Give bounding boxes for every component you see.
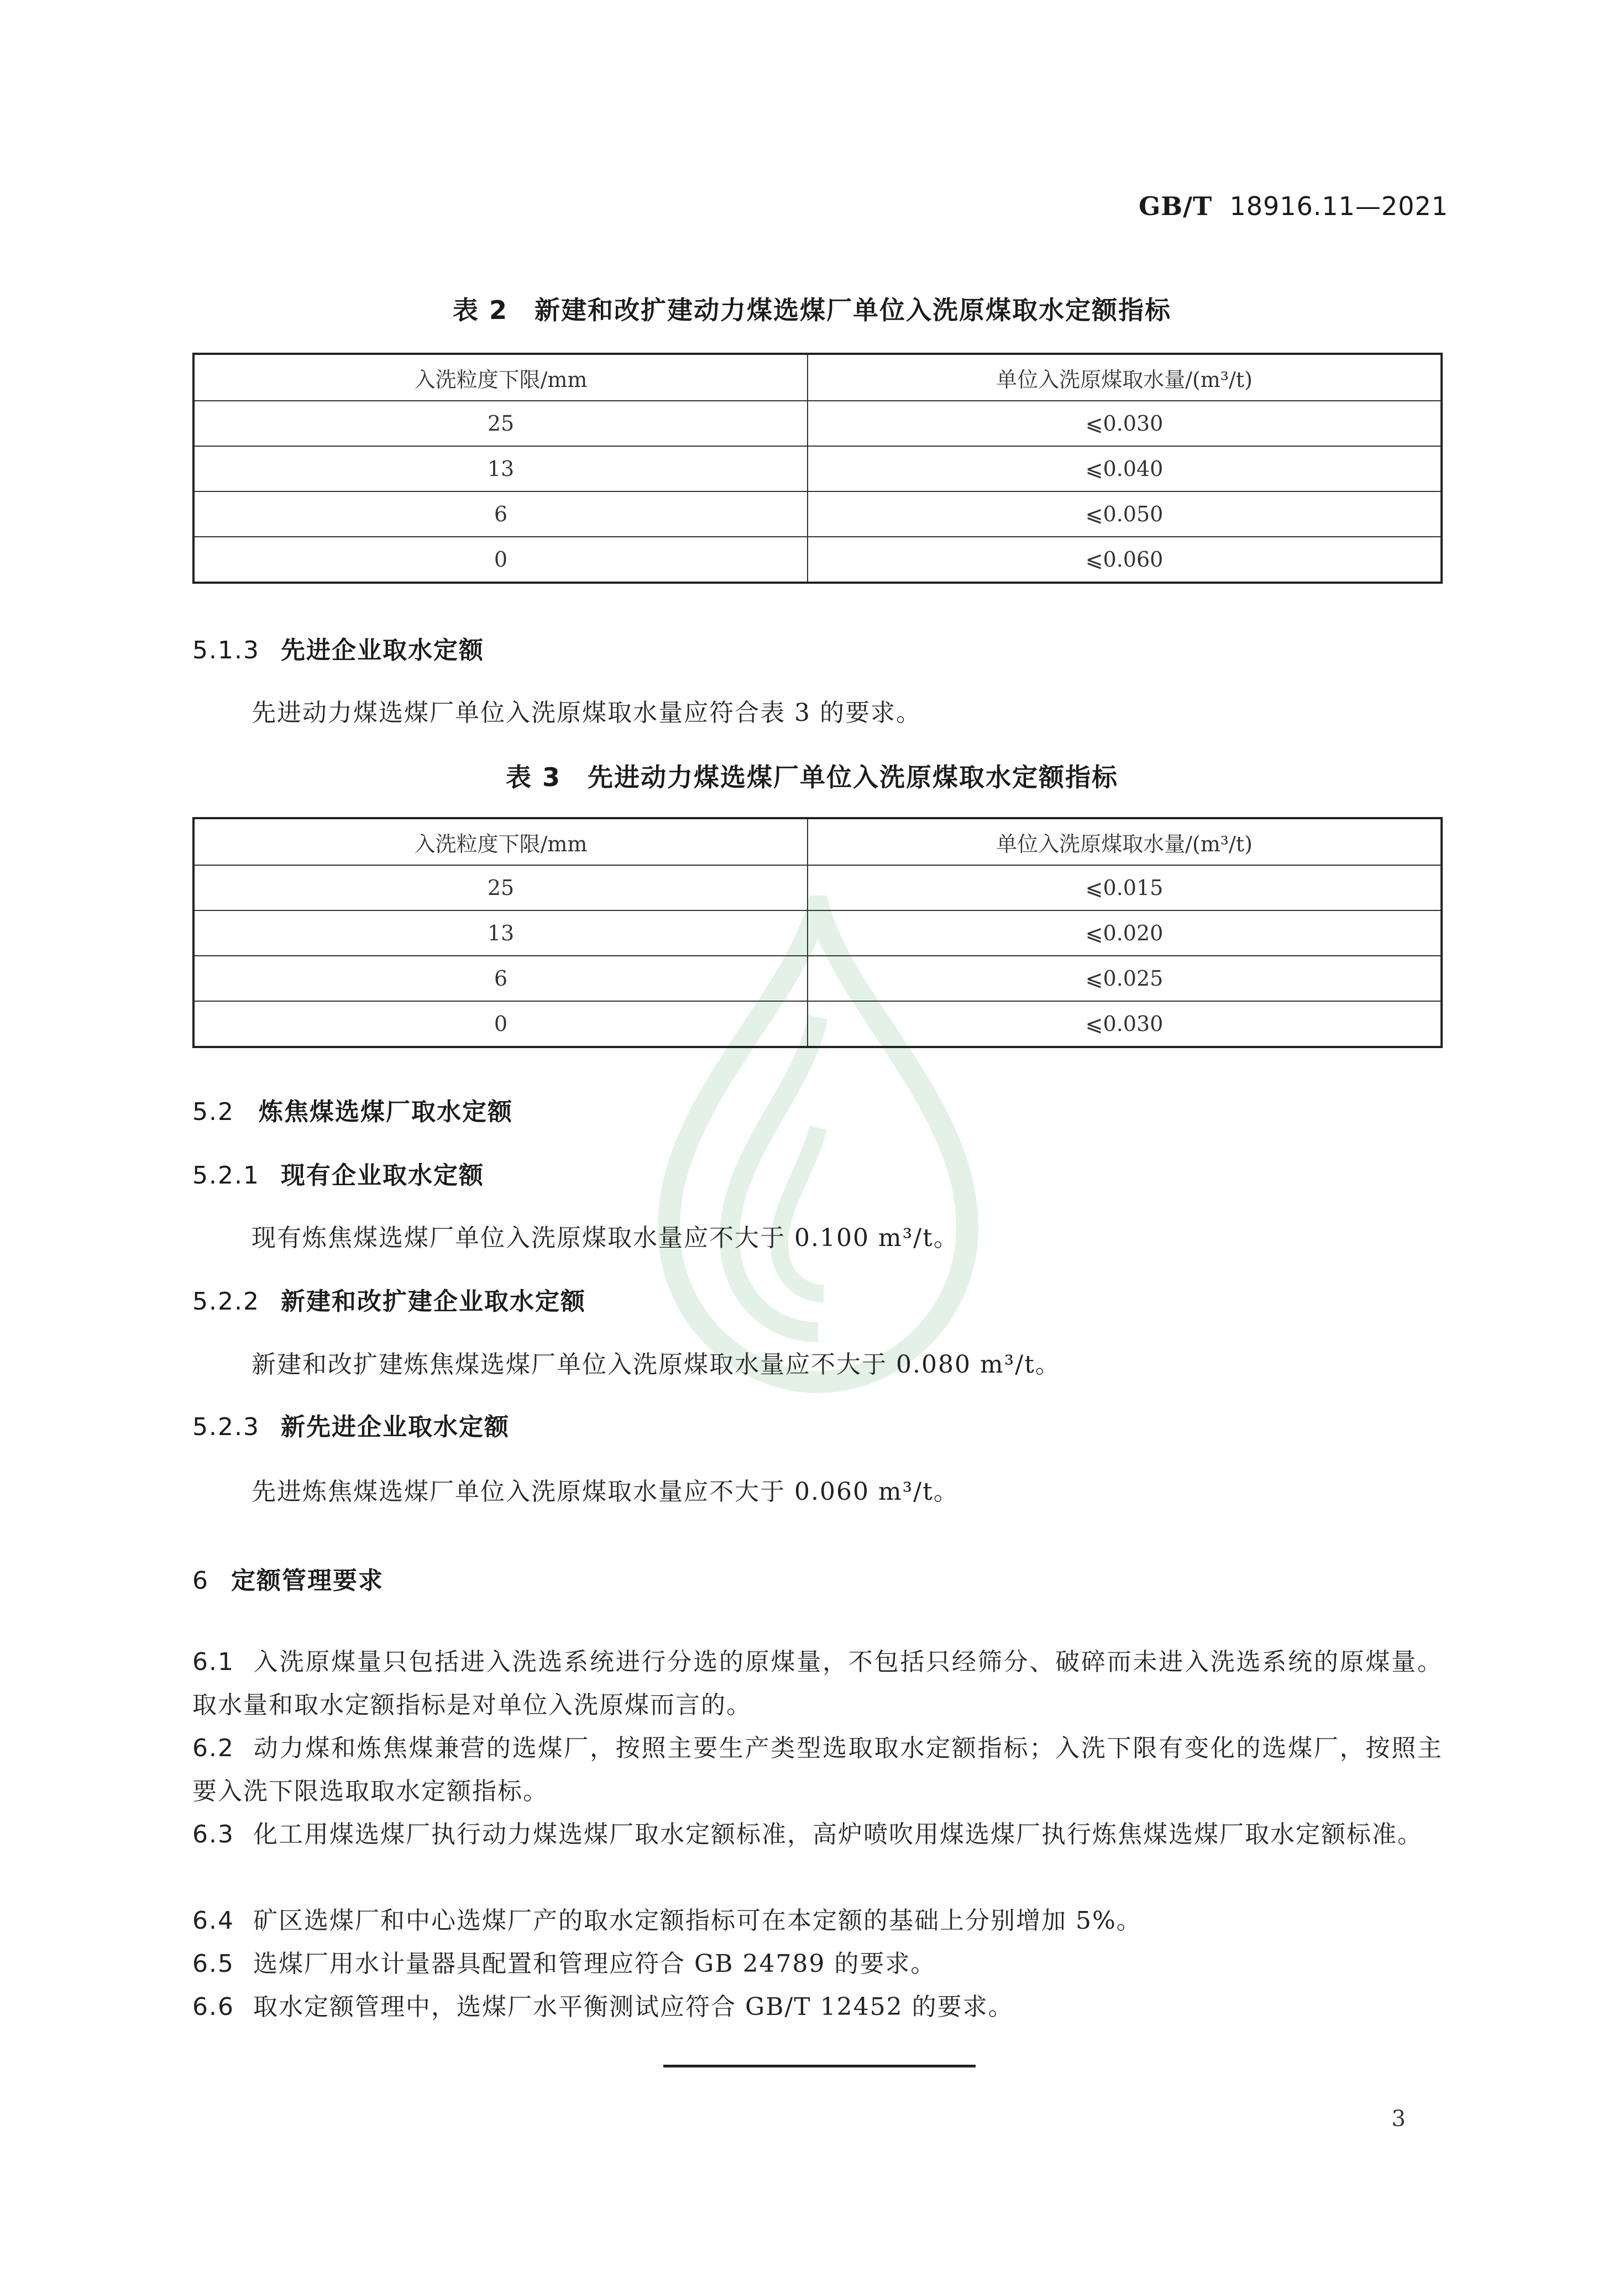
- table-header-row: [193, 354, 1442, 401]
- paragraph-5-2-1: 现有炼焦煤选煤厂单位入洗原煤取水量应不大于 0.100 m³/t。: [252, 1224, 959, 1252]
- table-row: [193, 910, 1442, 956]
- page-number: 3: [1391, 2106, 1406, 2132]
- paragraph-5-2-2: 新建和改扩建炼焦煤选煤厂单位入洗原煤取水量应不大于 0.080 m³/t。: [252, 1350, 1061, 1379]
- table-row: [193, 865, 1442, 910]
- table-cell: ⩽0.030: [808, 401, 1442, 446]
- column-header: 单位入洗原煤取水量/(m³/t): [808, 818, 1442, 865]
- clause-6-1: 6.1 入洗原煤量只包括进入洗选系统进行分选的原煤量，不包括只经筛分、破碎而未进入洗选系统的原煤量。取水量和取水定额指标是对单位入洗原煤而言的。: [192, 1648, 1443, 1719]
- end-of-text-rule: [663, 2065, 976, 2067]
- table-row: [193, 401, 1442, 446]
- table-row: [193, 1001, 1442, 1047]
- table-cell: 13: [193, 910, 808, 956]
- table-cell: ⩽0.060: [808, 537, 1442, 583]
- section-heading-5-2-2: 5.2.2 新建和改扩建企业取水定额: [192, 1287, 586, 1316]
- table-cell: ⩽0.040: [808, 446, 1442, 491]
- clause-6-2: 6.2 动力煤和炼焦煤兼营的选煤厂，按照主要生产类型选取取水定额指标；入洗下限有变化的选煤厂，按照主要入洗下限选取取水定额指标。: [192, 1734, 1443, 1805]
- table-cell: 13: [193, 446, 808, 491]
- table-row: [193, 491, 1442, 537]
- table-cell: 25: [193, 865, 808, 910]
- table-cell: ⩽0.030: [808, 1001, 1442, 1047]
- section-heading-5-2-3: 5.2.3 新先进企业取水定额: [192, 1413, 510, 1441]
- clause-6-4: 6.4 矿区选煤厂和中心选煤厂产的取水定额指标可在本定额的基础上分别增加 5%。: [192, 1907, 1142, 1935]
- table2-caption: 表 2 新建和改扩建动力煤选煤厂单位入洗原煤取水定额指标: [452, 295, 1172, 325]
- table2: [192, 353, 1443, 584]
- paragraph-5-1-3: 先进动力煤选煤厂单位入洗原煤取水量应符合表 3 的要求。: [252, 699, 921, 727]
- table-row: [193, 537, 1442, 583]
- table-cell: ⩽0.015: [808, 865, 1442, 910]
- paragraph-5-2-3: 先进炼焦煤选煤厂单位入洗原煤取水量应不大于 0.060 m³/t。: [252, 1478, 959, 1506]
- table-header-row: [193, 818, 1442, 865]
- column-header: 入洗粒度下限/mm: [193, 818, 808, 865]
- table-row: [193, 446, 1442, 491]
- clause-6-3: 6.3 化工用煤选煤厂执行动力煤选煤厂取水定额标准，高炉喷吹用煤选煤厂执行炼焦煤选煤厂取水定额标准。: [192, 1820, 1423, 1849]
- table-row: [193, 956, 1442, 1001]
- standard-number: GB/T 18916.11—2021: [1138, 191, 1448, 221]
- table-cell: 25: [193, 401, 808, 446]
- column-header: 入洗粒度下限/mm: [193, 354, 808, 401]
- section-heading-5-2: 5.2 炼焦煤选煤厂取水定额: [192, 1098, 513, 1126]
- clause-6-6: 6.6 取水定额管理中，选煤厂水平衡测试应符合 GB/T 12452 的要求。: [192, 1993, 1014, 2021]
- clause-6-5: 6.5 选煤厂用水计量器具配置和管理应符合 GB 24789 的要求。: [192, 1950, 936, 1978]
- section-heading-6: 6 定额管理要求: [192, 1567, 384, 1595]
- table-cell: 0: [193, 537, 808, 583]
- table3: [192, 817, 1443, 1048]
- table-cell: ⩽0.025: [808, 956, 1442, 1001]
- section-heading-5-1-3: 5.1.3 先进企业取水定额: [192, 636, 484, 664]
- column-header: 单位入洗原煤取水量/(m³/t): [808, 354, 1442, 401]
- table3-caption: 表 3 先进动力煤选煤厂单位入洗原煤取水定额指标: [505, 762, 1119, 792]
- table-cell: ⩽0.020: [808, 910, 1442, 956]
- table-cell: ⩽0.050: [808, 491, 1442, 537]
- table-cell: 6: [193, 491, 808, 537]
- section-heading-5-2-1: 5.2.1 现有企业取水定额: [192, 1161, 484, 1190]
- table-cell: 6: [193, 956, 808, 1001]
- table-cell: 0: [193, 1001, 808, 1047]
